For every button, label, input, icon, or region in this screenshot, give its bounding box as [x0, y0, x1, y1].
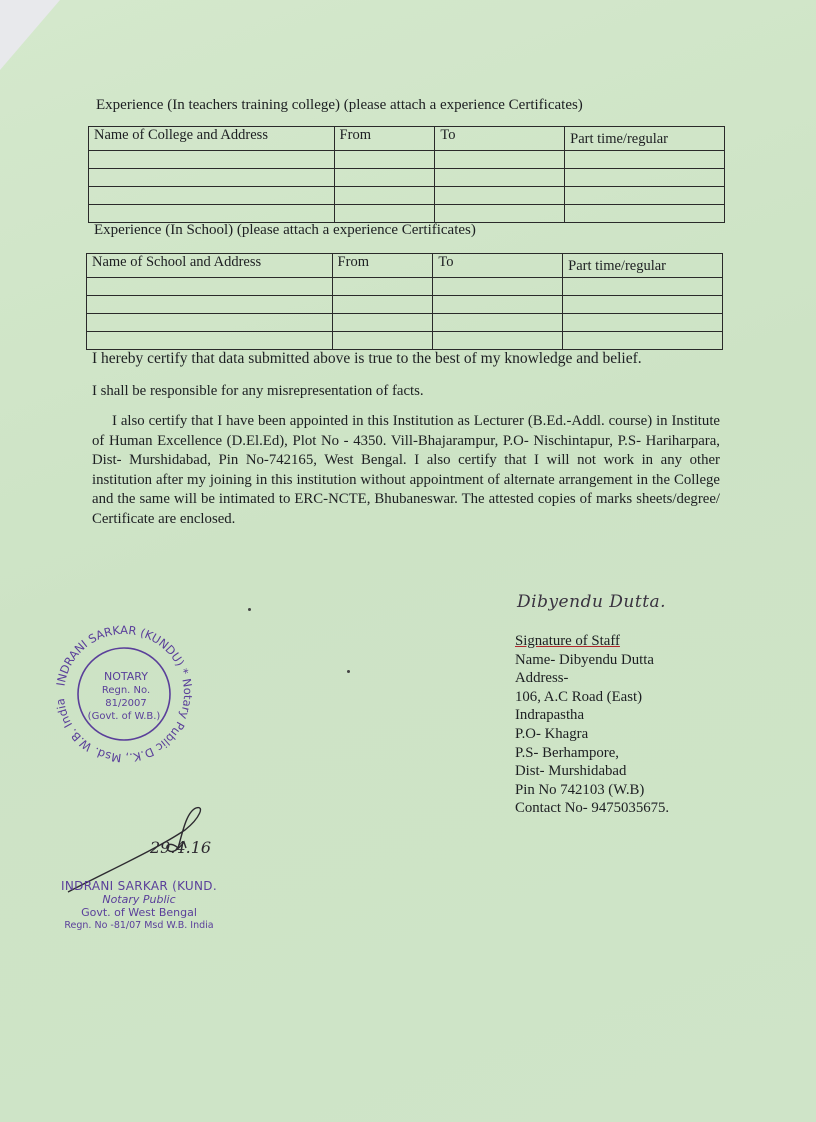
- address-line: P.O- Khagra: [515, 725, 589, 742]
- appointment-declaration: I also certify that I have been appointed in this Institution as Lecturer (B.Ed.-Addl. course) in Institute of Human Excellence (D.El.Ed), Plot No - 4350. Vill-Bhajarampur, P.O- Nischintapur, P.S- Hariharpara, Dist- Murshidabad, Pin No-742165, West Bengal. I also certify that I will not work in any other institution after my joining in this institution without appointment of alternate arrangement in the College and the same will be intimated to ERC-NCTE, Bhubaneswar. The attested copies of marks sheets/degree/ Certificate are enclosed.: [92, 413, 720, 527]
- column-header: From: [332, 254, 433, 278]
- table-cell[interactable]: [565, 205, 725, 223]
- table-cell[interactable]: [332, 278, 433, 296]
- table-cell[interactable]: [334, 205, 435, 223]
- column-header: Name of College and Address: [89, 127, 335, 151]
- school-experience-table: [86, 253, 723, 350]
- folded-corner: [0, 0, 60, 70]
- staff-name: Name- Dibyendu Dutta: [515, 651, 654, 668]
- table-cell[interactable]: [435, 169, 565, 187]
- column-header: From: [334, 127, 435, 151]
- stamp-center-line: 81/2007: [105, 698, 147, 709]
- address-label: Address-: [515, 670, 569, 687]
- table-cell[interactable]: [563, 314, 723, 332]
- table-cell[interactable]: [332, 332, 433, 350]
- address-line: P.S- Berhampore,: [515, 744, 619, 761]
- notary-regn: Regn. No -81/07 Msd W.B. India: [64, 920, 214, 931]
- table-cell[interactable]: [334, 151, 435, 169]
- address-line: Pin No 742103 (W.B): [515, 781, 645, 798]
- column-header: To: [433, 254, 563, 278]
- notary-round-stamp: [48, 618, 200, 770]
- notary-title: Notary Public: [102, 893, 176, 906]
- signature-label: Signature of Staff: [515, 633, 620, 649]
- address-line: Dist- Murshidabad: [515, 763, 627, 780]
- table-row: [87, 278, 723, 296]
- college-experience-table: [88, 126, 725, 223]
- table-cell[interactable]: [332, 314, 433, 332]
- table-cell[interactable]: [433, 278, 563, 296]
- college-experience-heading: Experience (In teachers training college) (please attach a experience Certificates): [96, 97, 583, 113]
- table-cell[interactable]: [87, 314, 333, 332]
- table-cell[interactable]: [433, 296, 563, 314]
- table-header-row: [87, 254, 723, 278]
- table-cell[interactable]: [89, 205, 335, 223]
- table-cell[interactable]: [435, 187, 565, 205]
- address-line: Indrapastha: [515, 707, 585, 724]
- table-cell[interactable]: [435, 205, 565, 223]
- stamp-center-line: NOTARY: [104, 670, 148, 683]
- table-cell[interactable]: [334, 169, 435, 187]
- staff-handwritten-signature: Dibyendu Dutta.: [517, 592, 667, 612]
- notary-date: 29.4.16: [150, 838, 212, 857]
- table-cell[interactable]: [87, 332, 333, 350]
- table-cell[interactable]: [565, 187, 725, 205]
- staff-details: [515, 632, 669, 818]
- table-cell[interactable]: [332, 296, 433, 314]
- speck: [248, 608, 251, 611]
- table-cell[interactable]: [433, 314, 563, 332]
- column-header: Part time/regular: [565, 127, 725, 151]
- school-experience-heading: Experience (In School) (please attach a experience Certificates): [94, 222, 476, 238]
- column-header: Part time/regular: [563, 254, 723, 278]
- certification-statement: I hereby certify that data submitted above is true to the best of my knowledge and belief.: [92, 350, 642, 367]
- table-cell[interactable]: [563, 278, 723, 296]
- table-cell[interactable]: [334, 187, 435, 205]
- column-header: To: [435, 127, 565, 151]
- table-cell[interactable]: [87, 296, 333, 314]
- notary-name: INDRANI SARKAR (KUND.: [61, 879, 217, 893]
- table-cell[interactable]: [565, 169, 725, 187]
- contact-number: Contact No- 9475035675.: [515, 800, 670, 817]
- table-cell[interactable]: [563, 296, 723, 314]
- table-cell[interactable]: [87, 278, 333, 296]
- table-header-row: [89, 127, 725, 151]
- speck: [347, 670, 350, 673]
- responsibility-statement: I shall be responsible for any misrepresentation of facts.: [92, 383, 424, 399]
- table-row: [89, 169, 725, 187]
- address-line: 106, A.C Road (East): [515, 688, 642, 705]
- table-row: [87, 296, 723, 314]
- table-cell[interactable]: [433, 332, 563, 350]
- notary-seal: [34, 880, 244, 932]
- table-row: [89, 151, 725, 169]
- table-cell[interactable]: [89, 151, 335, 169]
- table-cell[interactable]: [89, 169, 335, 187]
- table-row: [89, 187, 725, 205]
- table-cell[interactable]: [89, 187, 335, 205]
- table-row: [89, 205, 725, 223]
- notary-govt: Govt. of West Bengal: [81, 906, 197, 919]
- stamp-center-line: Regn. No.: [101, 685, 151, 696]
- stamp-ring-text: INDRANI SARKAR (KUNDU) * Notary Public D.K., Msd. W.B. India: [53, 622, 196, 766]
- column-header: Name of School and Address: [87, 254, 333, 278]
- table-cell[interactable]: [435, 151, 565, 169]
- table-cell[interactable]: [563, 332, 723, 350]
- table-row: [87, 314, 723, 332]
- stamp-center-line: (Govt. of W.B.): [87, 711, 161, 722]
- table-cell[interactable]: [565, 151, 725, 169]
- table-row: [87, 332, 723, 350]
